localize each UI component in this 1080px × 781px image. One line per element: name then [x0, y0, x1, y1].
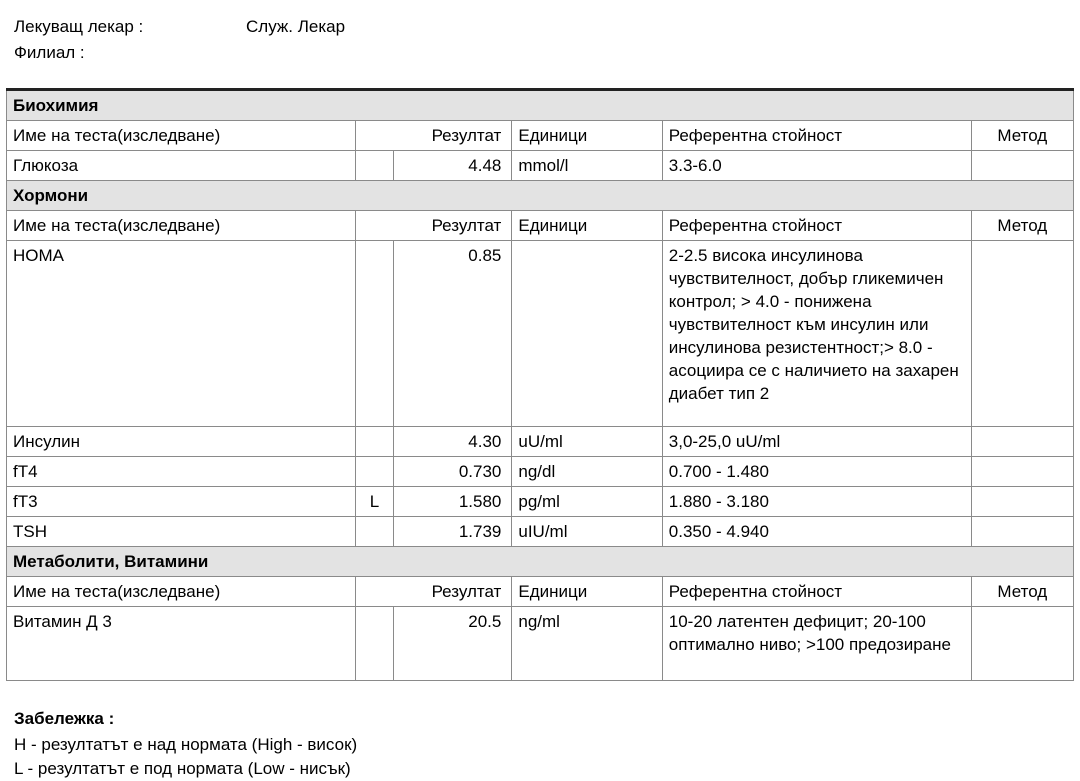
test-method [971, 457, 1073, 487]
column-header-row [7, 121, 1074, 151]
column-header-result: Резултат [355, 211, 511, 241]
test-reference: 0.350 - 4.940 [662, 517, 971, 547]
note-line-high: H - резултатът е над нормата (High - висок) [14, 735, 358, 754]
column-header-method: Метод [971, 577, 1073, 607]
test-flag [355, 241, 393, 427]
test-result: 4.48 [394, 151, 512, 181]
test-flag [355, 607, 393, 681]
section-header-row [7, 547, 1074, 577]
column-header-reference: Референтна стойност [662, 211, 971, 241]
test-units: ng/ml [512, 607, 662, 681]
test-result: 1.739 [394, 517, 512, 547]
test-method [971, 151, 1073, 181]
test-method [971, 517, 1073, 547]
test-result: 0.730 [394, 457, 512, 487]
table-row [7, 457, 1074, 487]
doctor-row [14, 14, 1080, 40]
test-flag [355, 457, 393, 487]
table-row [7, 607, 1074, 681]
test-units: uU/ml [512, 427, 662, 457]
test-result: 1.580 [394, 487, 512, 517]
column-header-name: Име на теста(изследване) [7, 121, 356, 151]
test-name: TSH [7, 517, 356, 547]
test-result: 0.85 [394, 241, 512, 427]
column-header-result: Резултат [355, 121, 511, 151]
section-header-row [7, 90, 1074, 121]
section-title: Метаболити, Витамини [7, 547, 1074, 577]
section-header-row [7, 181, 1074, 211]
test-units [512, 241, 662, 427]
test-flag [355, 517, 393, 547]
test-name: fT4 [7, 457, 356, 487]
test-name: HOMA [7, 241, 356, 427]
column-header-reference: Референтна стойност [662, 121, 971, 151]
test-name: Глюкоза [7, 151, 356, 181]
test-reference: 0.700 - 1.480 [662, 457, 971, 487]
table-row [7, 241, 1074, 427]
test-reference: 10-20 латентен дефицит; 20-100 оптимално ниво; >100 предозиране [662, 607, 971, 681]
column-header-row [7, 577, 1074, 607]
test-method [971, 241, 1073, 427]
branch-row [14, 40, 1080, 66]
report-header [0, 0, 1080, 66]
doctor-label: Лекуващ лекар : [14, 17, 144, 36]
note-title: Забележка : [14, 709, 115, 728]
column-header-method: Метод [971, 121, 1073, 151]
column-header-units: Единици [512, 577, 662, 607]
table-row [7, 427, 1074, 457]
test-flag: L [355, 487, 393, 517]
test-units: ng/dl [512, 457, 662, 487]
branch-label: Филиал : [14, 43, 85, 62]
test-flag [355, 427, 393, 457]
test-units: pg/ml [512, 487, 662, 517]
results-table [6, 88, 1074, 681]
test-name: Инсулин [7, 427, 356, 457]
note-line-low: L - резултатът е под нормата (Low - нисък) [14, 759, 351, 778]
test-reference: 3.3-6.0 [662, 151, 971, 181]
column-header-reference: Референтна стойност [662, 577, 971, 607]
test-reference: 2-2.5 висока инсулинова чувствителност, добър гликемичен контрол; > 4.0 - понижена чувствителност към инсулин или инсулинова резистентност;> 8.0 - асоциира се с наличието на захарен диабет тип 2 [662, 241, 971, 427]
table-row [7, 487, 1074, 517]
test-method [971, 607, 1073, 681]
test-name: fT3 [7, 487, 356, 517]
test-result: 20.5 [394, 607, 512, 681]
test-units: uIU/ml [512, 517, 662, 547]
column-header-row [7, 211, 1074, 241]
table-row [7, 151, 1074, 181]
note-block [0, 707, 1080, 781]
column-header-units: Единици [512, 121, 662, 151]
test-reference: 1.880 - 3.180 [662, 487, 971, 517]
table-row [7, 517, 1074, 547]
test-flag [355, 151, 393, 181]
test-method [971, 487, 1073, 517]
test-result: 4.30 [394, 427, 512, 457]
column-header-method: Метод [971, 211, 1073, 241]
test-units: mmol/l [512, 151, 662, 181]
test-method [971, 427, 1073, 457]
test-reference: 3,0-25,0 uU/ml [662, 427, 971, 457]
column-header-units: Единици [512, 211, 662, 241]
section-title: Хормони [7, 181, 1074, 211]
column-header-name: Име на теста(изследване) [7, 211, 356, 241]
column-header-result: Резултат [355, 577, 511, 607]
column-header-name: Име на теста(изследване) [7, 577, 356, 607]
test-name: Витамин Д 3 [7, 607, 356, 681]
results-table-wrapper [0, 88, 1080, 681]
section-title: Биохимия [7, 90, 1074, 121]
doctor-value: Служ. Лекар [246, 17, 346, 36]
